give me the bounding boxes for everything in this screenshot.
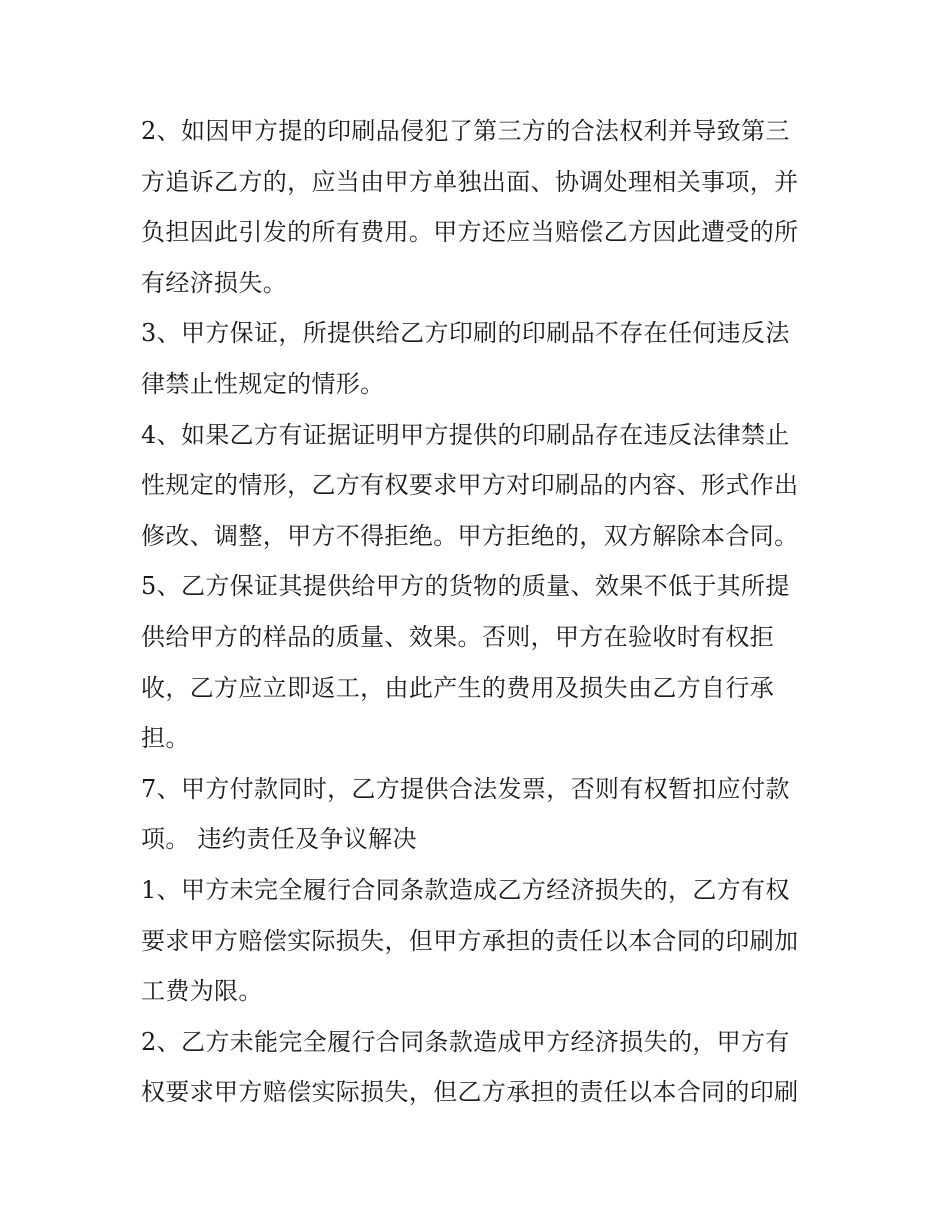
- text-line: 7、甲方付款同时，乙方提供合法发票，否则有权暂扣应付款: [141, 775, 790, 803]
- text-line: 4、如果乙方有证据证明甲方提供的印刷品存在违反法律禁止: [141, 421, 790, 449]
- text-line: 负担因此引发的所有费用。甲方还应当赔偿乙方因此遭受的所: [141, 218, 799, 246]
- text-line: 收，乙方应立即返工，由此产生的费用及损失由乙方自行承: [141, 674, 775, 702]
- text-line: 5、乙方保证其提供给甲方的货物的质量、效果不低于其所提: [141, 572, 790, 600]
- text-line: 权要求甲方赔偿实际损失，但乙方承担的责任以本合同的印刷: [141, 1078, 799, 1106]
- text-line: 2、如因甲方提的印刷品侵犯了第三方的合法权利并导致第三: [141, 117, 790, 145]
- text-line: 3、甲方保证，所提供给乙方印刷的印刷品不存在任何违反法: [141, 319, 790, 347]
- text-line: 有经济损失。: [141, 269, 288, 297]
- text-line: 供给甲方的样品的质量、效果。否则，甲方在验收时有权拒: [141, 623, 775, 651]
- text-line: 方追诉乙方的，应当由甲方单独出面、协调处理相关事项，并: [141, 168, 799, 196]
- text-line: 工费为限。: [141, 977, 263, 1005]
- text-line: 项。 违约责任及争议解决: [141, 825, 417, 853]
- text-line: 1、甲方未完全履行合同条款造成乙方经济损失的，乙方有权: [141, 876, 790, 904]
- text-line: 律禁止性规定的情形。: [141, 370, 385, 398]
- text-line: 修改、调整，甲方不得拒绝。甲方拒绝的，双方解除本合同。: [141, 522, 799, 550]
- text-line: 担。: [141, 724, 190, 752]
- text-line: 2、乙方未能完全履行合同条款造成甲方经济损失的，甲方有: [141, 1028, 790, 1056]
- text-line: 性规定的情形，乙方有权要求甲方对印刷品的内容、形式作出: [141, 471, 799, 499]
- text-line: 要求甲方赔偿实际损失，但甲方承担的责任以本合同的印刷加: [141, 927, 799, 955]
